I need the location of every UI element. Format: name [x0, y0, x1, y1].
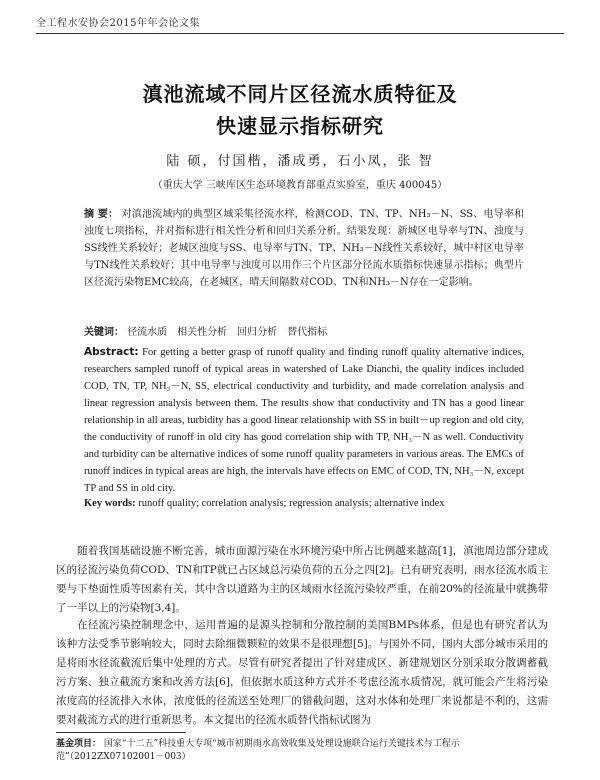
authors: 陆 硕，付国楷，潘成勇，石小凤，张 智	[166, 154, 434, 169]
keywords-en-label: Key words:	[84, 498, 136, 509]
footnote-text: 国家“十二五”科技重大专项“城市初期雨水高效收集及处理设施联合运行关键技术与工程示范”（2012ZX07102001－003）	[56, 739, 460, 762]
abstract-cn	[84, 206, 524, 291]
body-paragraph-2: 在径流污染控制理念中，运用普遍的是源头控制和分散控制的美国BMPs体系，但是也有研究者认为该种方法受季节影响较大，同时去除细微颗粒的效果不是很理想[5]。与国外不同，国内大部分城市采用的是将雨水径流截流后集中处理的方式。尽管有研究者提出了针对建成区、新建规划区分别采取分散调蓄截污方案、独立截流方案和改善方法[6]，但依据水质这种方式并不考虑径流水质情况，就可能会产生将污染浓度高的径流排入水体，浓度低的径流送至处理厂的错截问题，这对水体和处理厂来说都是不利的，这需要对截流方式的进行重新思考。本文提出的径流水质替代指标试图为	[56, 619, 548, 726]
abstract-cn-label: 摘 要：	[84, 209, 119, 220]
keywords-cn	[84, 323, 524, 338]
affiliation: （重庆大学 三峡库区生态环境教育部重点实验室，重庆 400045）	[152, 180, 448, 191]
body-paragraph-1: 随着我国基础设施不断完善，城市面源污染在水环境污染中所占比例越来越高[1]，滇池周边部分建成区的径流污染负荷COD、TN和TP就已占区域总污染负荷的五分之四[2]。已有研究表明，雨水径流水质主要与下垫面性质等因素有关，其中含以道路为主的区域雨水径流污染较严重，在前20%的径流量中就携带了一半以上的污染物[3,4]。	[56, 545, 548, 614]
abstract-cn-text: 对滇池流域内的典型区域采集径流水样，检测COD、TN、TP、NH₃－N、SS、电导率和浊度七项指标，并对指标进行相关性分析和回归关系分析。结果发现：新城区电导率与TN、浊度与SS线性关系较好；老城区浊度与SS、电导率与TN、TP、NH₃－N线性关系较好，城中村区电导率与TN线性关系较好；其中电导率与浊度可以用作三个片区部分径流水质指标快速显示指标；典型片区径流污染物EMC较高，在老城区，晴天间隔数对COD、TN和NH₃－N存在一定影响。	[84, 209, 525, 288]
footnote-rule	[56, 732, 186, 733]
footnote	[56, 738, 556, 764]
running-header: 全工程水安协会2015年年会论文集	[36, 18, 200, 29]
keywords-en-text: runoff quality; correlation analysis; regression analysis; alternative index	[138, 498, 445, 509]
keywords-en	[84, 498, 524, 509]
paper-title-line2: 快速显示指标研究	[216, 114, 384, 138]
header-rule	[36, 33, 564, 34]
keywords-cn-text: 径流水质 相关性分析 回归分析 替代指标	[127, 327, 328, 338]
abstract-en-label: Abstract:	[84, 346, 139, 358]
keywords-cn-label: 关键词：	[84, 327, 124, 338]
paper-title-line1: 滇池流域不同片区径流水质特征及	[142, 82, 458, 106]
abstract-en	[84, 344, 524, 497]
abstract-en-text: For getting a better grasp of runoff quality and finding runoff quality alternative indices, researchers sampled runoff of typical areas in watershed of Lake Dianchi, the quality indices included COD, TN, TP, NH₃－N, SS, electrical conductivity and turbidity, and made correlation analysis and linear regression analysis between them. The results show that conductivity and TN has a good linear relationship in all areas, turbidity has a good linear relationship with SS in built－up region and old city, the conductivity of runoff in old city has good correlation ship with TP, NH₃－N as well. Conductivity and turbidity can be alternative indices of some runoff quality parameters in various areas. The EMCs of runoff indices in typical areas are high, the intervals have effects on EMC of COD, TN, NH₃－N, except TP and SS in old city.	[84, 347, 525, 494]
footnote-label: 基金项目：	[56, 739, 102, 749]
